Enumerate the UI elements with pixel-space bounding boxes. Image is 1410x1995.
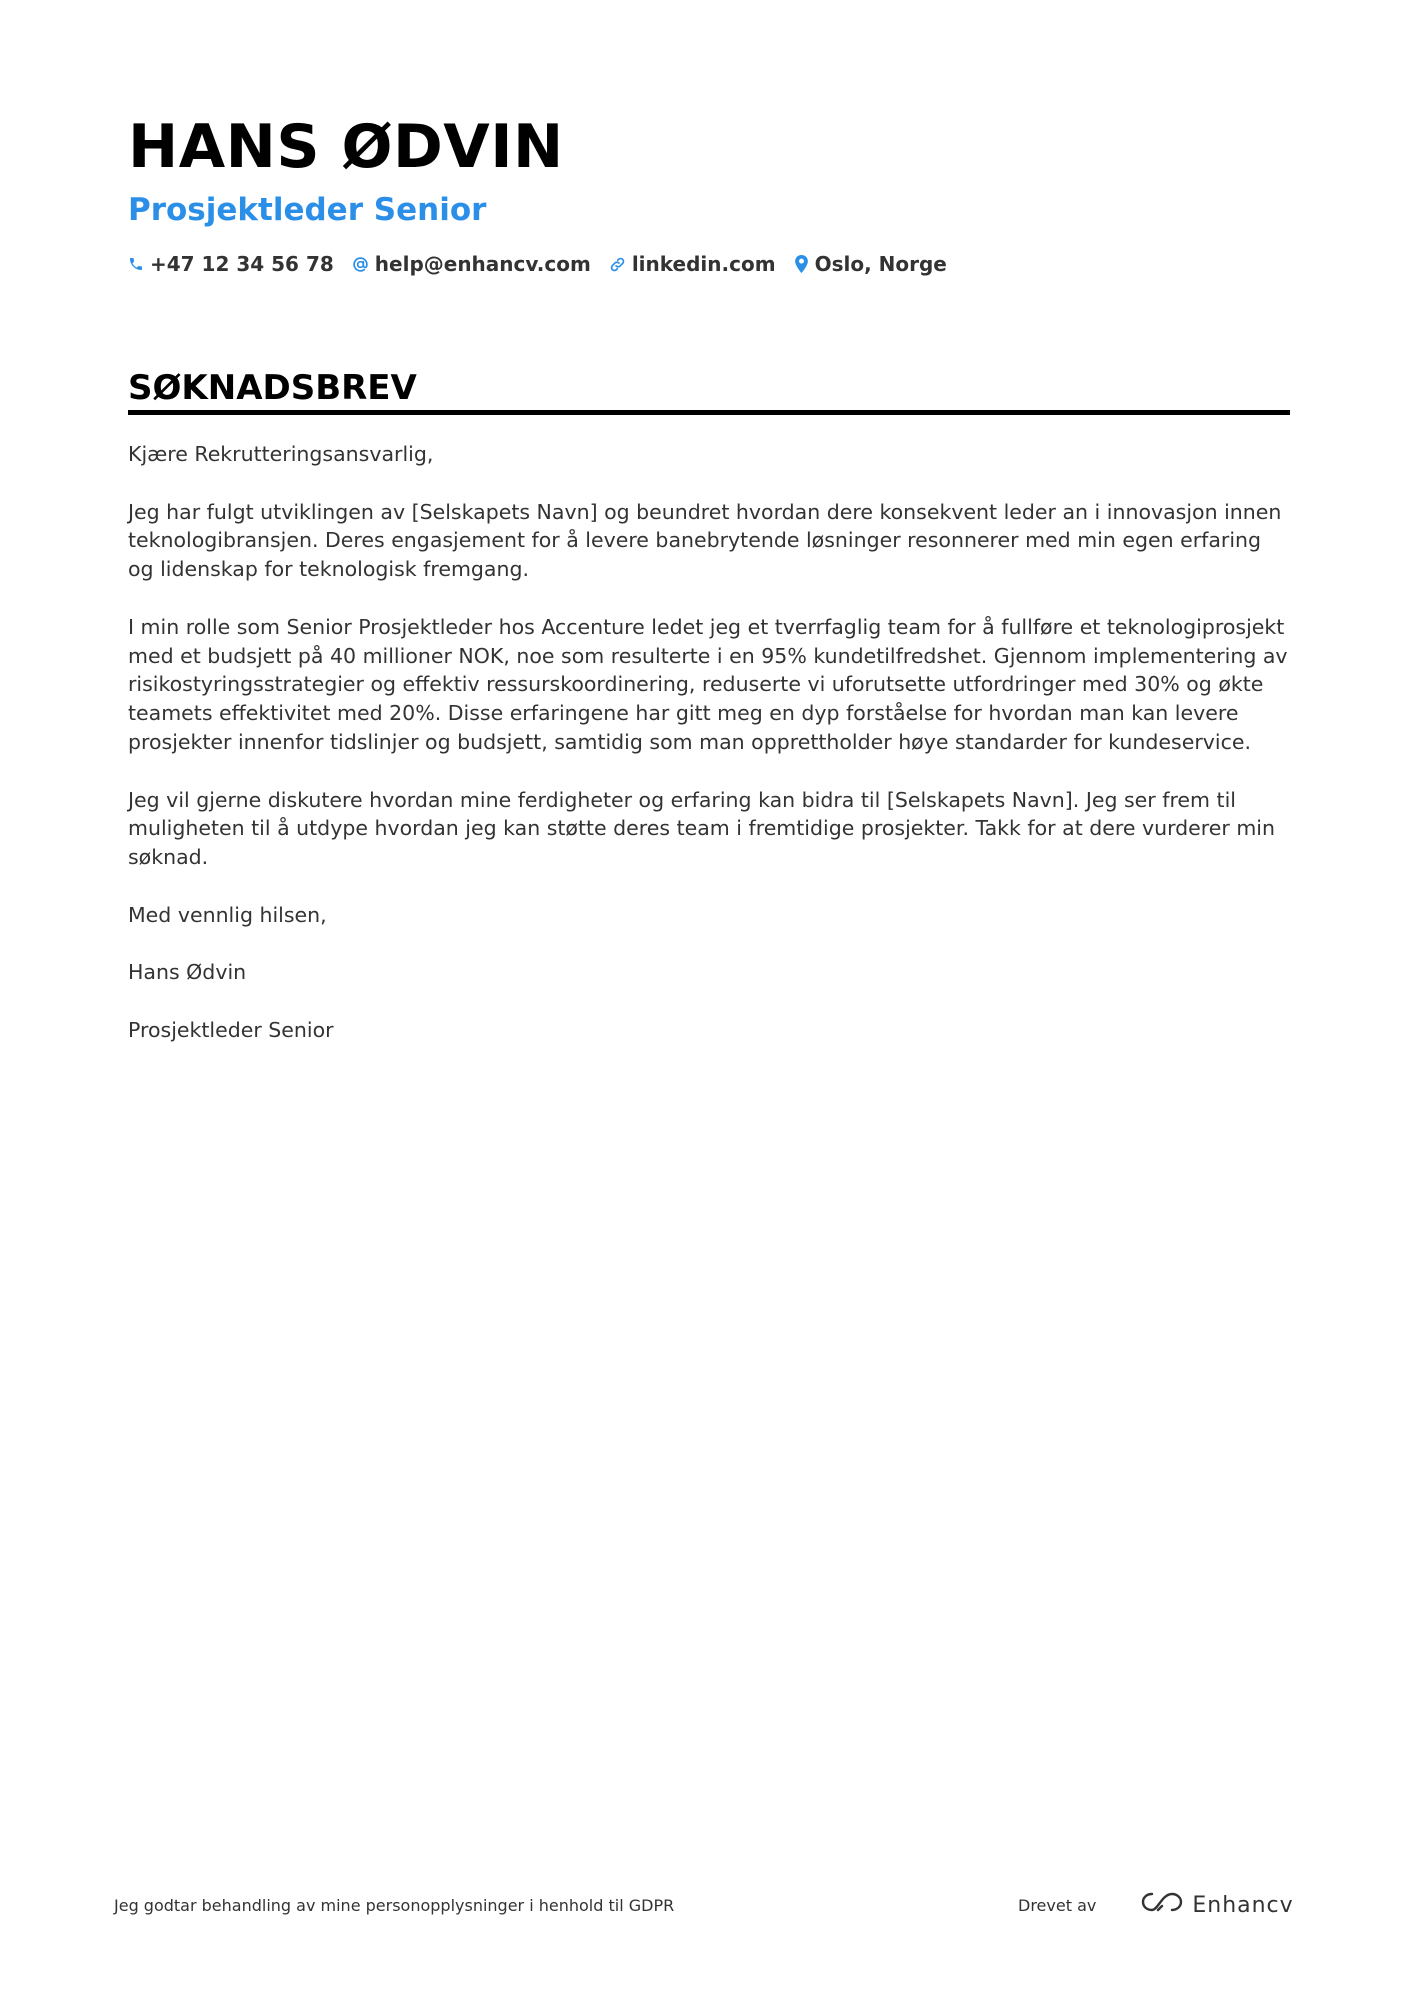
contact-linkedin-text[interactable]: linkedin.com: [631, 252, 776, 276]
letter-body: [128, 440, 1290, 1074]
contact-location-text: Oslo, Norge: [814, 252, 947, 276]
letter-paragraph: I min rolle som Senior Prosjektleder hos Accenture ledet jeg et tverrfaglig team for å fullføre et teknologiprosjekt med et budsjett på 40 millioner NOK, noe som resulterte i en 95% kundetilfredshet. Gjennom implementering av risikostyringsstrategier og effektiv ressurskoordinering, reduserte vi uforutsette utfordringer med 30% og økte teamets effektivitet med 20%. Disse erfaringene har gitt meg en dyp forståelse for hvordan man kan levere prosjekter innenfor tidslinjer og budsjett, samtidig som man opprettholder høye standarder for kundeservice.: [128, 614, 1288, 754]
candidate-title: Prosjektleder Senior: [128, 192, 487, 228]
brand-name: Enhancv: [1192, 1892, 1294, 1918]
contact-phone-text: +47 12 34 56 78: [150, 252, 334, 276]
section-divider: [128, 410, 1290, 415]
closing: Med vennlig hilsen,: [128, 902, 327, 927]
at-icon: [352, 256, 369, 273]
salutation: Kjære Rekrutteringsansvarlig,: [128, 442, 434, 466]
contact-linkedin[interactable]: [609, 252, 776, 276]
enhancv-logo[interactable]: [1140, 1890, 1293, 1920]
location-pin-icon: [794, 255, 809, 273]
contact-phone: [128, 252, 334, 276]
link-icon: [609, 256, 626, 273]
powered-by: [1018, 1890, 1294, 1920]
contact-email-text[interactable]: help@enhancv.com: [374, 252, 591, 276]
contact-location: [794, 252, 947, 276]
powered-by-label: Drevet av: [1018, 1895, 1097, 1915]
signature-name: Hans Ødvin: [128, 960, 247, 985]
contact-email[interactable]: [352, 252, 591, 276]
phone-icon: [128, 256, 144, 272]
gdpr-consent: Jeg godtar behandling av mine personopplysninger i henhold til GDPR: [114, 1896, 675, 1915]
letter-paragraph: Jeg vil gjerne diskutere hvordan mine ferdigheter og erfaring kan bidra til [Selskapets Navn]. Jeg ser frem til muligheten til å utdype hvordan jeg kan støtte deres team i fremtidige prosjekter. Takk for at dere vurderer min søknad.: [128, 787, 1275, 870]
letter-paragraph: Jeg har fulgt utviklingen av [Selskapets Navn] og beundret hvordan dere konsekvent leder an i innovasjon innen teknologibransjen. Deres engasjement for å levere banebrytende løsninger resonnerer med min egen erfaring og lidenskap for teknologisk fremgang.: [128, 499, 1282, 582]
section-title: SØKNADSBREV: [128, 368, 417, 408]
candidate-name: HANS ØDVIN: [128, 112, 564, 182]
contact-bar: [128, 252, 947, 276]
infinity-icon: [1140, 1890, 1184, 1920]
signature-title: Prosjektleder Senior: [128, 1017, 334, 1042]
